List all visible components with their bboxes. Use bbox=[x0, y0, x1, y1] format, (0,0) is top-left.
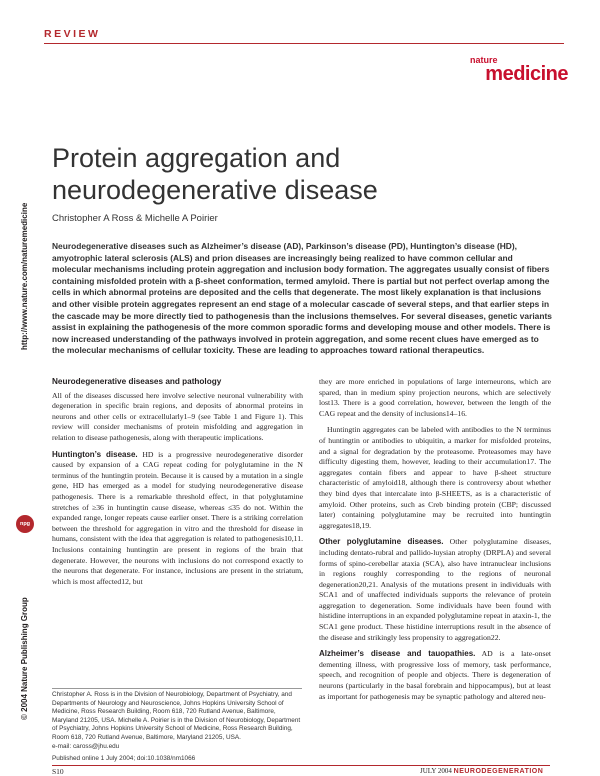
page-number: S10 bbox=[52, 767, 64, 776]
footnote-affiliation: Christopher A. Ross is in the Division of Neurobiology, Department of Psychiatry, and Departments of Neurology and Neuroscience, Johns Hopkins University School of Medicine, Ross Research Building, Room 618, 720 Rutland Avenue, Baltimore, Maryland 21205, USA. Michelle A. Poirier is in the Division of Neurobiology, Department of Psychiatry, Johns Hopkins University School of Medicine, Ross Research Building, Room 618, 720 Rutland Avenue, Baltimore, Maryland 21205, USA. bbox=[52, 691, 301, 741]
journal-logo-small: nature bbox=[470, 55, 498, 65]
header-rule bbox=[44, 43, 564, 44]
paragraph: they are more enriched in populations of large interneurons, which are spared, than in medium spiny projection neurons, which are selectively lost13. There is a good correlation, however, between the length of the CAG repeat and the density of inclusions14–16. bbox=[319, 377, 551, 418]
footnote-rule bbox=[52, 688, 302, 689]
journal-logo-large: medicine bbox=[485, 63, 568, 85]
npg-logo-icon: npg bbox=[16, 515, 34, 533]
footer-issue: JULY 2004 bbox=[420, 767, 452, 775]
footnote-email[interactable]: e-mail: caross@jhu.edu bbox=[52, 742, 120, 750]
section-heading: Neurodegenerative diseases and pathology bbox=[52, 377, 222, 386]
journal-logo bbox=[468, 56, 568, 84]
run-in-heading: Huntington’s disease. bbox=[52, 449, 138, 459]
paragraph: Huntingtin aggregates can be labeled with antibodies to the N terminus of huntingtin or antibodies to ubiquitin, a marker for misfolded proteins, and a signal for degradation by the proteasome. Proteasomes may have difficulty digesting them, however, leading to their accumulation17. The aggregates contain fibers and appear to have β-sheet structure characteristic of amyloid18, although there is controversy about whether they bind dyes that intercalate into β-SHEETS, as is a characteristic of amyloid. Other proteins, such as Creb binding protein (CBP; discussed later) containing polyglutamine may be recruited into huntingtin aggregates18,19. bbox=[319, 425, 551, 530]
paragraph bbox=[52, 450, 303, 588]
footer-rule bbox=[52, 765, 550, 766]
section-label: REVIEW bbox=[44, 28, 101, 40]
sidebar bbox=[18, 160, 32, 720]
article-authors: Christopher A Ross & Michelle A Poirier bbox=[52, 213, 218, 224]
paragraph-text: Other polyglutamine diseases, including dentato-rubral and pallido-luysian atrophy (DRPLA) and several forms of spino-cerebellar ataxia (SCA), also have intranuclear inclusions in regions roughly corresponding to the regions of neuronal degeneration20,21. Analysis of the mutations present in individuals with SCA1 and of unaffected individuals supports the relevance of protein aggregation to degeneration. Some individuals have been found with histidine interruptions in an expanded polyglutamine repeat in ataxin-1, the SCA1 gene product. These histidine interruptions result in the absence of the disease and strikingly less propensity to aggregation22. bbox=[319, 537, 551, 642]
run-in-heading: Other polyglutamine diseases. bbox=[319, 537, 444, 547]
author-footnote bbox=[52, 691, 302, 768]
paragraph bbox=[319, 649, 551, 702]
paragraph-text: HD is a progressive neurodegenerative disorder caused by expansion of a CAG repeat coding for polyglutamine in the N terminus of the huntingtin protein. Because it is caused by a mutation in a single gene, HD has emerged as a model for studying neurodegenerative disease pathogenesis. There is a remarkable threshold effect, in that polyglutamine stretches of ≥36 in huntingtin cause disease, whereas ≤35 do not. Within the expanded range, longer repeats cause earlier onset. There is a striking correlation between the threshold for aggregation in vitro and the threshold for disease in humans, consistent with the idea that aggregation is related to pathogenesis10,11. Inclusions containing huntingtin are present in regions of the brain that degenerate. However, the neurons with inclusions do not correspond exactly to the neurons that degenerate. For instance, inclusions are present in the striatum, which is most affected12, but bbox=[52, 449, 303, 586]
paragraph: All of the diseases discussed here involve selective neuronal vulnerability with degeneration in specific brain regions, and deposits of abnormal proteins in neurons and other cells or extracellularly1–9 (see Table 1 and Figure 1). This review will consider mechanisms of protein misfolding and aggregation in relation to disease pathogenesis, along with therapeutic implications. bbox=[52, 390, 303, 442]
running-footer bbox=[420, 767, 543, 775]
run-in-heading: Alzheimer’s disease and tauopathies. bbox=[319, 649, 476, 659]
footer-section: NEURODEGENERATION bbox=[453, 768, 544, 775]
article-title: Protein aggregation and neurodegenerative disease bbox=[52, 143, 378, 205]
paragraph-text: AD is a late-onset dementing illness, with progressive loss of memory, task performance, speech, and recognition of people and objects. There is degeneration of neurons (particularly in the basal forebrain and hippocampus), but at least as important for pathogenesis may be synaptic pathology and altered neu- bbox=[319, 649, 551, 701]
sidebar-copyright: © 2004 Nature Publishing Group bbox=[20, 597, 29, 720]
footnote-published: Published online 1 July 2004; doi:10.1038/nm1066 bbox=[52, 755, 196, 763]
body-column-left bbox=[52, 377, 303, 593]
paragraph bbox=[319, 537, 551, 643]
article-abstract: Neurodegenerative diseases such as Alzheimer’s disease (AD), Parkinson’s disease (PD), Huntington’s disease (HD), amyotrophic lateral sclerosis (ALS) and prion diseases are increasingly being realized to have common cellular and molecular mechanisms including protein aggregation and inclusion body formation. The aggregates usually consist of fibers containing misfolded protein with a β-sheet conformation, termed amyloid. There is partial but not perfect overlap among the cells in which abnormal proteins are deposited and the cells that degenerate. The most likely explanation is that inclusions and other visible protein aggregates represent an end stage of a molecular cascade of several steps, and that earlier steps in the cascade may be more directly tied to pathogenesis than the inclusions themselves. For several diseases, genetic variants assist in explaining the pathogenesis of the more common sporadic forms and developing mouse and other models. There is now increased understanding of the pathways involved in protein aggregation, and some recent clues have emerged as to the molecular mechanisms of cellular toxicity. These are leading to approaches toward rational therapeutics. bbox=[52, 241, 552, 356]
sidebar-url[interactable]: http://www.nature.com/naturemedicine bbox=[20, 202, 29, 350]
body-column-right bbox=[319, 377, 551, 708]
